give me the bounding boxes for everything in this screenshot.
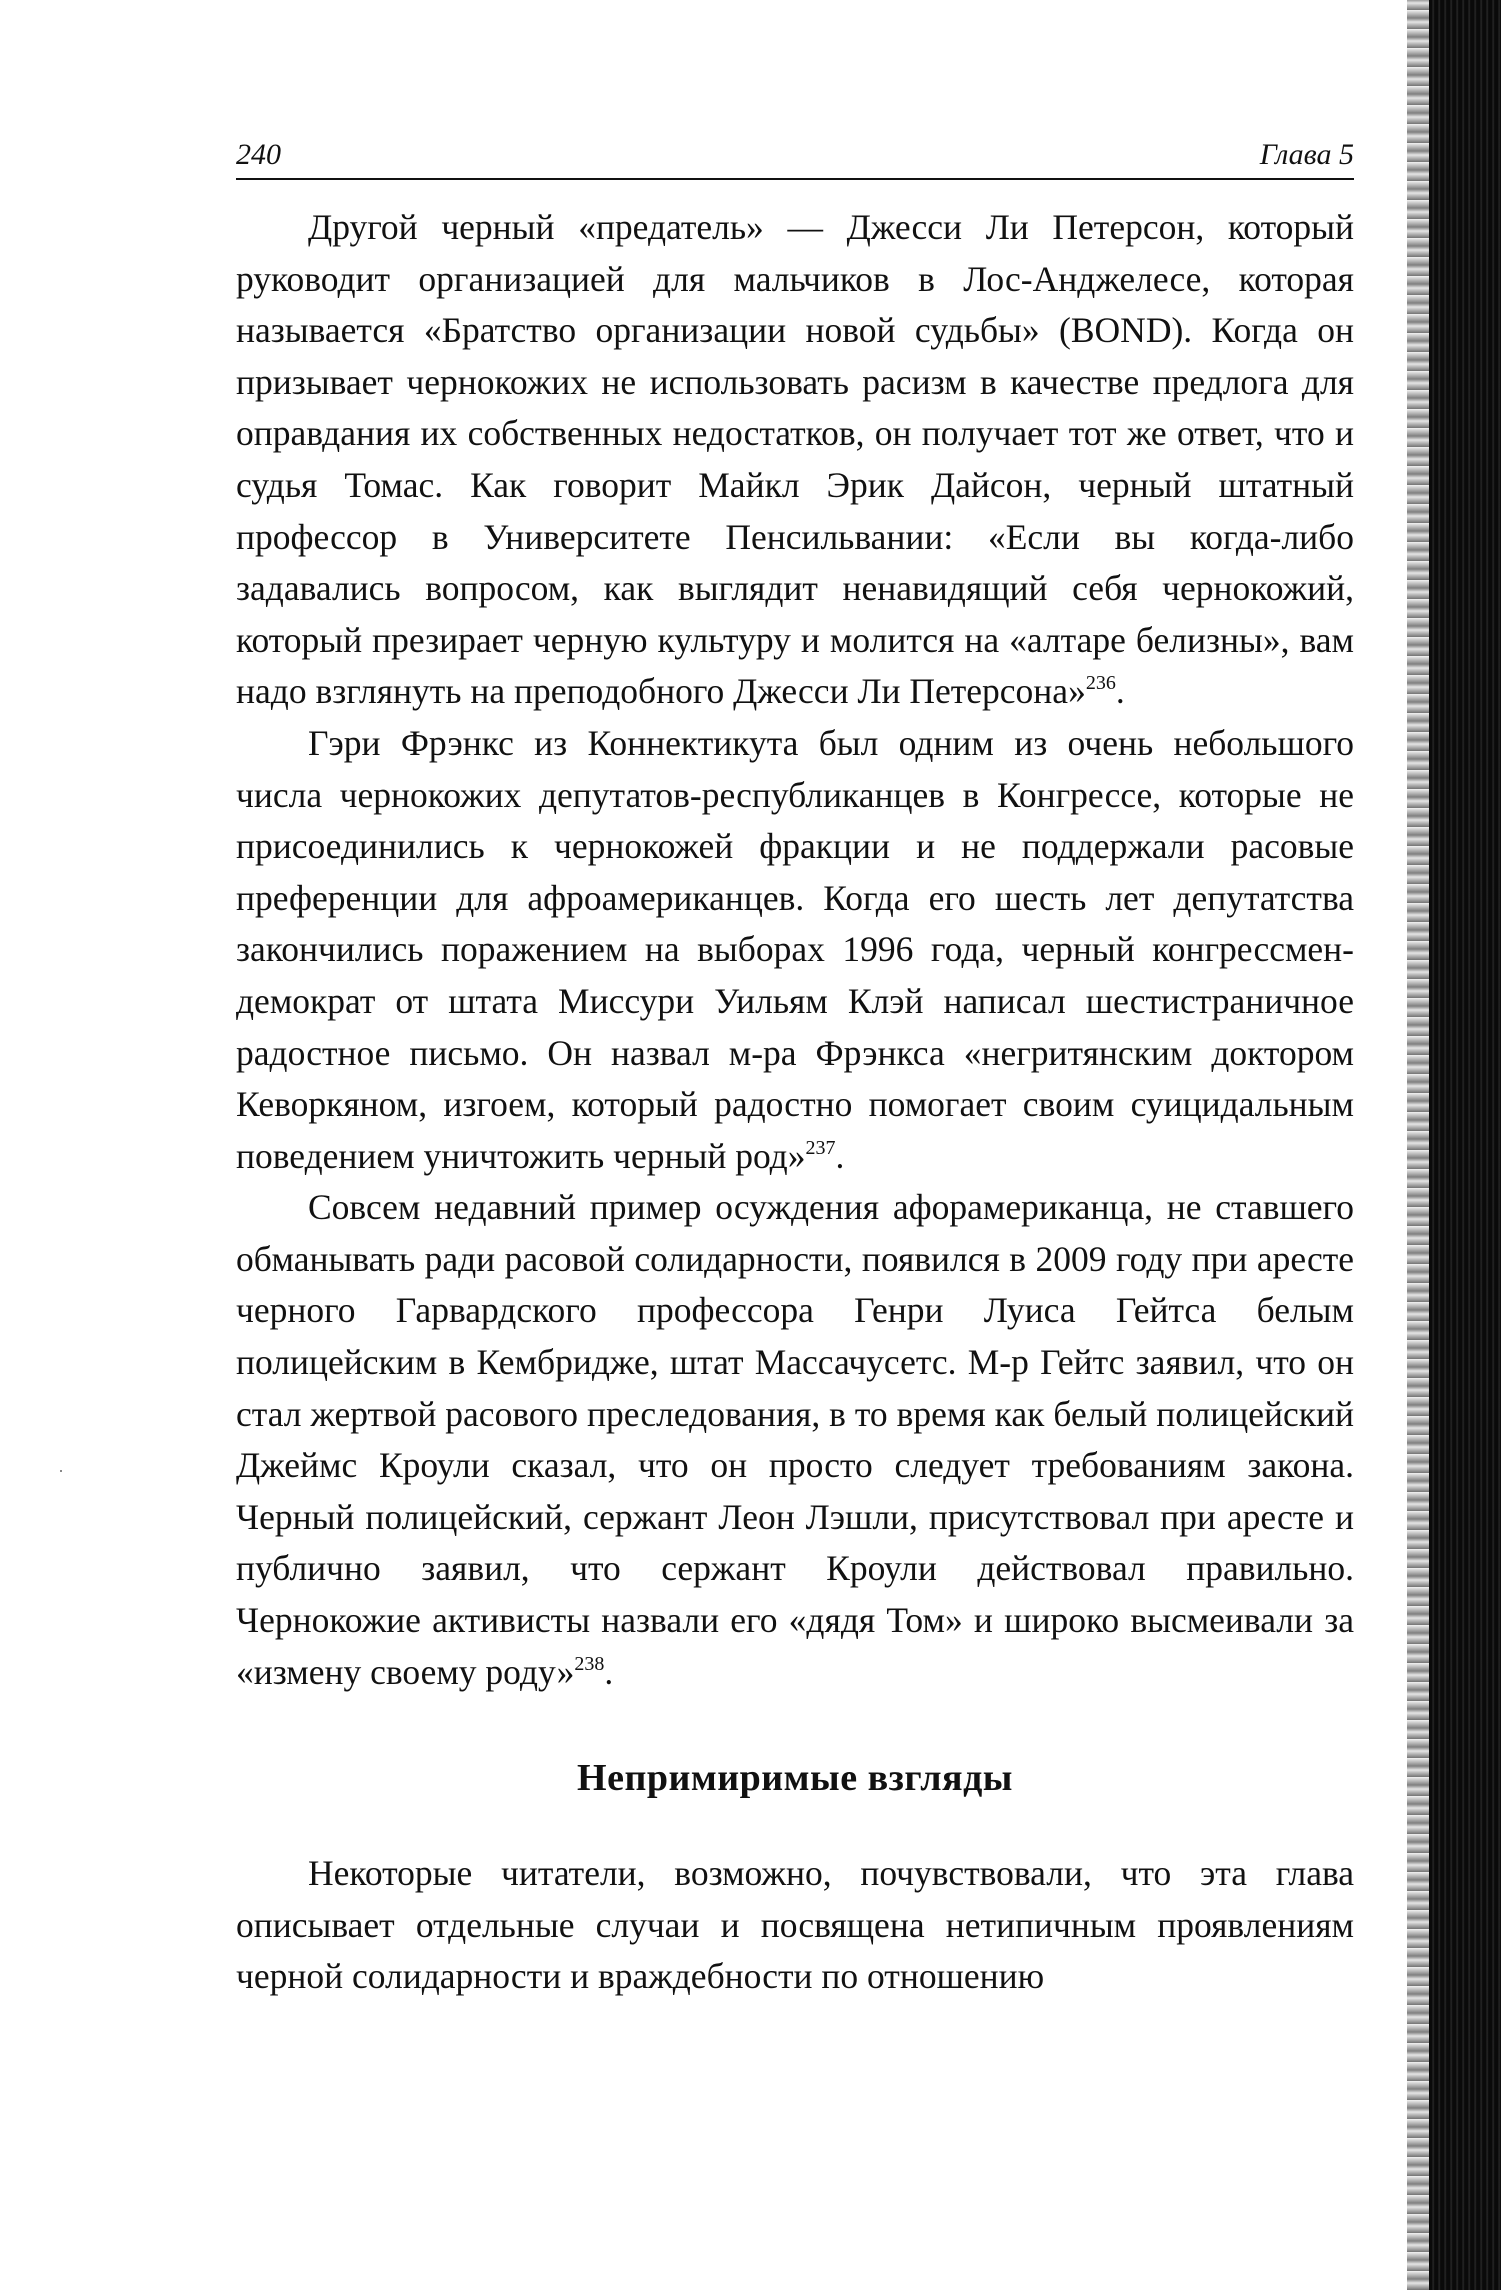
- page-body: [236, 202, 1354, 2003]
- chapter-label: Глава 5: [1259, 138, 1354, 171]
- paragraph-end: .: [1115, 671, 1125, 712]
- paragraph-text: Гэри Фрэнкс из Коннектикута был одним из очень небольшого числа чернокожих депутатов-республиканцев в Конгрессе, которые не присоединились к чернокожей фракции и не поддержали расовые преференции для афроамериканцев. Когда его шесть лет депутатства закончились поражением на выборах 1996 года, черный конгрессмен-демократ от штата Миссури Уильям Клэй написал шестистраничное радостное письмо. Он назвал м-ра Фрэнкса «негритянским доктором Кеворкяном, изгоем, который радостно помогает своим суицидальным поведением уничтожить черный род»: [236, 722, 1354, 1176]
- paragraph-end: .: [604, 1651, 614, 1692]
- scan-speck: [60, 1470, 62, 1472]
- section-heading: Непримиримые взгляды: [577, 1757, 1013, 1800]
- paragraph-text: Другой черный «предатель» — Джесси Ли Петерсон, который руководит организацией для мальчиков в Лос-Анджелесе, которая называется «Братство организации новой судьбы» (BOND). Когда он призывает чернокожих не использовать расизм в качестве предлога для оправдания их собственных недостатков, он получает тот же ответ, что и судья Томас. Как говорит Майкл Эрик Дайсон, черный штатный профессор в Университете Пенсильвании: «Если вы когда-либо задавались вопросом, как выглядит ненавидящий себя чернокожий, который презирает черную культуру и молится на «алтаре белизны», вам надо взглянуть на преподобного Джесси Ли Петерсона»: [236, 207, 1354, 712]
- paragraph: [236, 1182, 1354, 1698]
- scanned-page-edge: [1429, 0, 1501, 2290]
- paragraph-end: .: [835, 1135, 845, 1176]
- footnote-ref[interactable]: 236: [1085, 672, 1116, 695]
- footnote-ref[interactable]: 237: [805, 1136, 836, 1159]
- footnote-ref[interactable]: 238: [574, 1652, 605, 1675]
- running-header: [236, 138, 1354, 180]
- paragraph: [236, 202, 1354, 718]
- paragraph-text: Совсем недавний пример осуждения афорамериканца, не ставшего обманывать ради расовой солидарности, появился в 2009 году при аресте черного Гарвардского профессора Генри Луиса Гейтса белым полицейским в Кембридже, штат Массачусетс. М-р Гейтс заявил, что он стал жертвой расового преследования, в то время как белый полицейский Джеймс Кроули сказал, что он просто следует требованиям закона. Черный полицейский, сержант Леон Лэшли, присутствовал при аресте и публично заявил, что сержант Кроули действовал правильно. Чернокожие активисты назвали его «дядя Том» и широко высмеивали за «измену своему роду»: [236, 1187, 1354, 1692]
- book-page: [236, 138, 1354, 2003]
- page-number: 240: [236, 138, 281, 171]
- paragraph: [236, 1848, 1354, 2003]
- paragraph-text: Некоторые читатели, возможно, почувствовали, что эта глава описывает отдельные случаи и посвящена нетипичным проявлениям черной солидарности и враждебности по отношению: [236, 1853, 1354, 1997]
- paragraph: [236, 718, 1354, 1182]
